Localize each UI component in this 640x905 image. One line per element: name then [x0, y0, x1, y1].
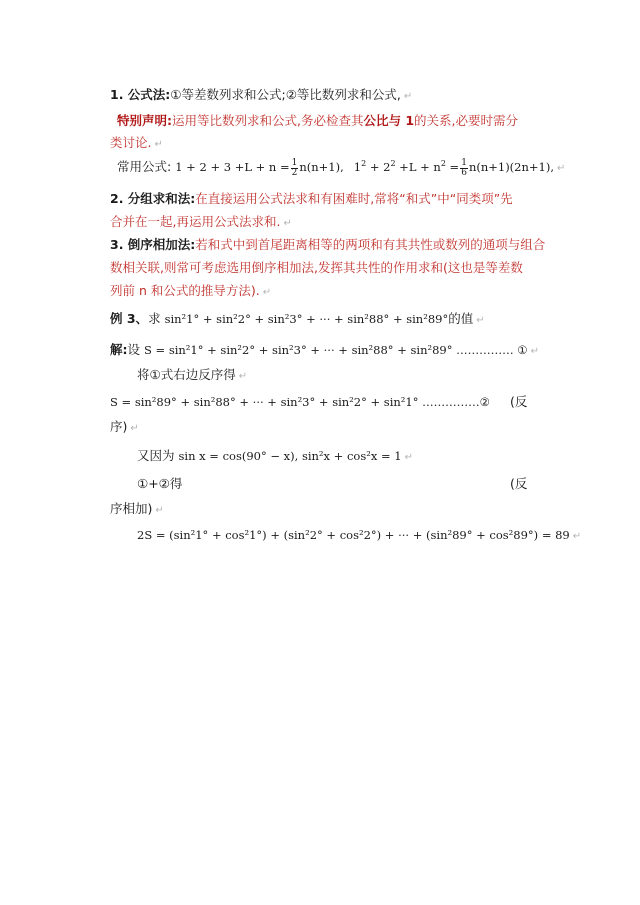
- section-3-line-2-text: 数相关联,则常可考虑选用倒序相加法,发挥其共性的作用求和(这也是等差数: [110, 260, 523, 275]
- special-note-text-b: 的关系,必要时需分: [414, 113, 519, 128]
- solution-line-2-text: 将①式右边反序得: [137, 367, 236, 382]
- example-3-expression: sin²1° + sin²2° + sin²3° + ··· + sin²88° + sin²89°: [164, 312, 449, 326]
- solution-line-2: [137, 366, 247, 386]
- solution-line-5-right: (反: [510, 476, 528, 491]
- example-3-line: [110, 310, 485, 330]
- paragraph-mark: ↵: [556, 163, 566, 174]
- example-3-text-a: 求: [148, 311, 161, 326]
- example-3-text-b: 的值: [448, 311, 474, 326]
- section-3-heading: 3. 倒序相加法:: [110, 237, 196, 252]
- section-2-line-1: [110, 190, 513, 208]
- section-2-text: 在直接运用公式法求和有困难时,常将“和式”中“同类项”先: [195, 191, 513, 206]
- paragraph-mark: ↵: [155, 505, 164, 516]
- solution-line-4-a: 又因为: [137, 448, 175, 463]
- formula-sum-squares: $1^2 + 2^2 +L + n^2$ = $\frac{1}{6}$ n(n+1)(2n+1),: [353, 157, 554, 178]
- fraction-one-sixth: $\frac{1}{6}$: [461, 157, 467, 178]
- paragraph-mark: ↵: [130, 423, 139, 434]
- solution-line-5: ①+②得: [137, 476, 183, 491]
- solution-equation-2: S = sin²89° + sin²88° + ··· + sin²3° + sin²2° + sin²1° ……………②: [110, 395, 490, 409]
- solution-label: 解:: [110, 342, 128, 357]
- special-note-line-2: [110, 134, 163, 154]
- paragraph-mark: ↵: [238, 371, 248, 382]
- section-2-heading: 2. 分组求和法:: [110, 191, 196, 206]
- common-formulas-label: 常用公式:: [117, 159, 172, 174]
- solution-line-1: [110, 341, 539, 361]
- section-2-line-2-text: 合并在一起,再运用公式法求和.: [110, 214, 281, 229]
- common-formulas-line: [117, 158, 565, 178]
- example-3-label: 例 3、: [110, 311, 149, 326]
- section-3-line-3: [110, 282, 271, 302]
- formula-sum-n: 1 + 2 + 3 +L + n = $\frac{1}{2}$ n(n+1),: [175, 157, 344, 178]
- section-3-line-3-text: 列前 n 和公式的推导方法).: [110, 283, 260, 298]
- solution-line-3: [110, 393, 490, 411]
- paragraph-mark: ↵: [530, 346, 539, 357]
- special-note-line-2-text: 类讨论.: [110, 135, 152, 150]
- section-3-line-2: [110, 259, 523, 277]
- section-1-text: ①等差数列求和公式;②等比数列求和公式,: [170, 87, 401, 102]
- solution-line-5b: 序相加) ↵: [110, 501, 164, 516]
- paragraph-mark: ↵: [403, 91, 413, 102]
- special-note-text-a: 运用等比数列求和公式,务必检查其: [172, 113, 364, 128]
- solution-line-3b: 序) ↵: [110, 419, 139, 434]
- special-note-line-1: [117, 112, 518, 130]
- solution-identity: sin x = cos(90° − x), sin²x + cos²x = 1: [178, 449, 402, 463]
- solution-line-3-right: (反: [510, 394, 528, 409]
- solution-equation-1: S = sin²1° + sin²2° + sin²3° + ··· + sin²88° + sin²89° …………… ①: [144, 343, 528, 357]
- section-3-line-1: [110, 236, 545, 254]
- special-note-bold: 公比与 1: [363, 113, 415, 128]
- section-3-text: 若和式中到首尾距离相等的两项和有其共性或数列的通项与组合: [195, 237, 546, 252]
- section-2-line-2: [110, 213, 292, 233]
- paragraph-mark: ↵: [572, 531, 582, 542]
- section-1-heading: 1. 公式法:: [110, 87, 171, 102]
- paragraph-mark: ↵: [154, 139, 163, 150]
- paragraph-mark: ↵: [283, 218, 292, 229]
- solution-final-equation: 2S = (sin²1° + cos²1°) + (sin²2° + cos²2°) + ··· + (sin²89° + cos²89°) = 89: [137, 528, 570, 542]
- solution-line-6: [137, 526, 581, 546]
- section-1-line: [110, 86, 412, 106]
- paragraph-mark: ↵: [262, 287, 272, 298]
- paragraph-mark: ↵: [476, 315, 485, 326]
- solution-line-1-a: 设: [127, 342, 141, 357]
- solution-line-4: [137, 447, 413, 467]
- paragraph-mark: ↵: [404, 452, 413, 463]
- special-note-label: 特别声明:: [117, 113, 172, 128]
- fraction-one-half: $\frac{1}{2}$: [291, 157, 298, 178]
